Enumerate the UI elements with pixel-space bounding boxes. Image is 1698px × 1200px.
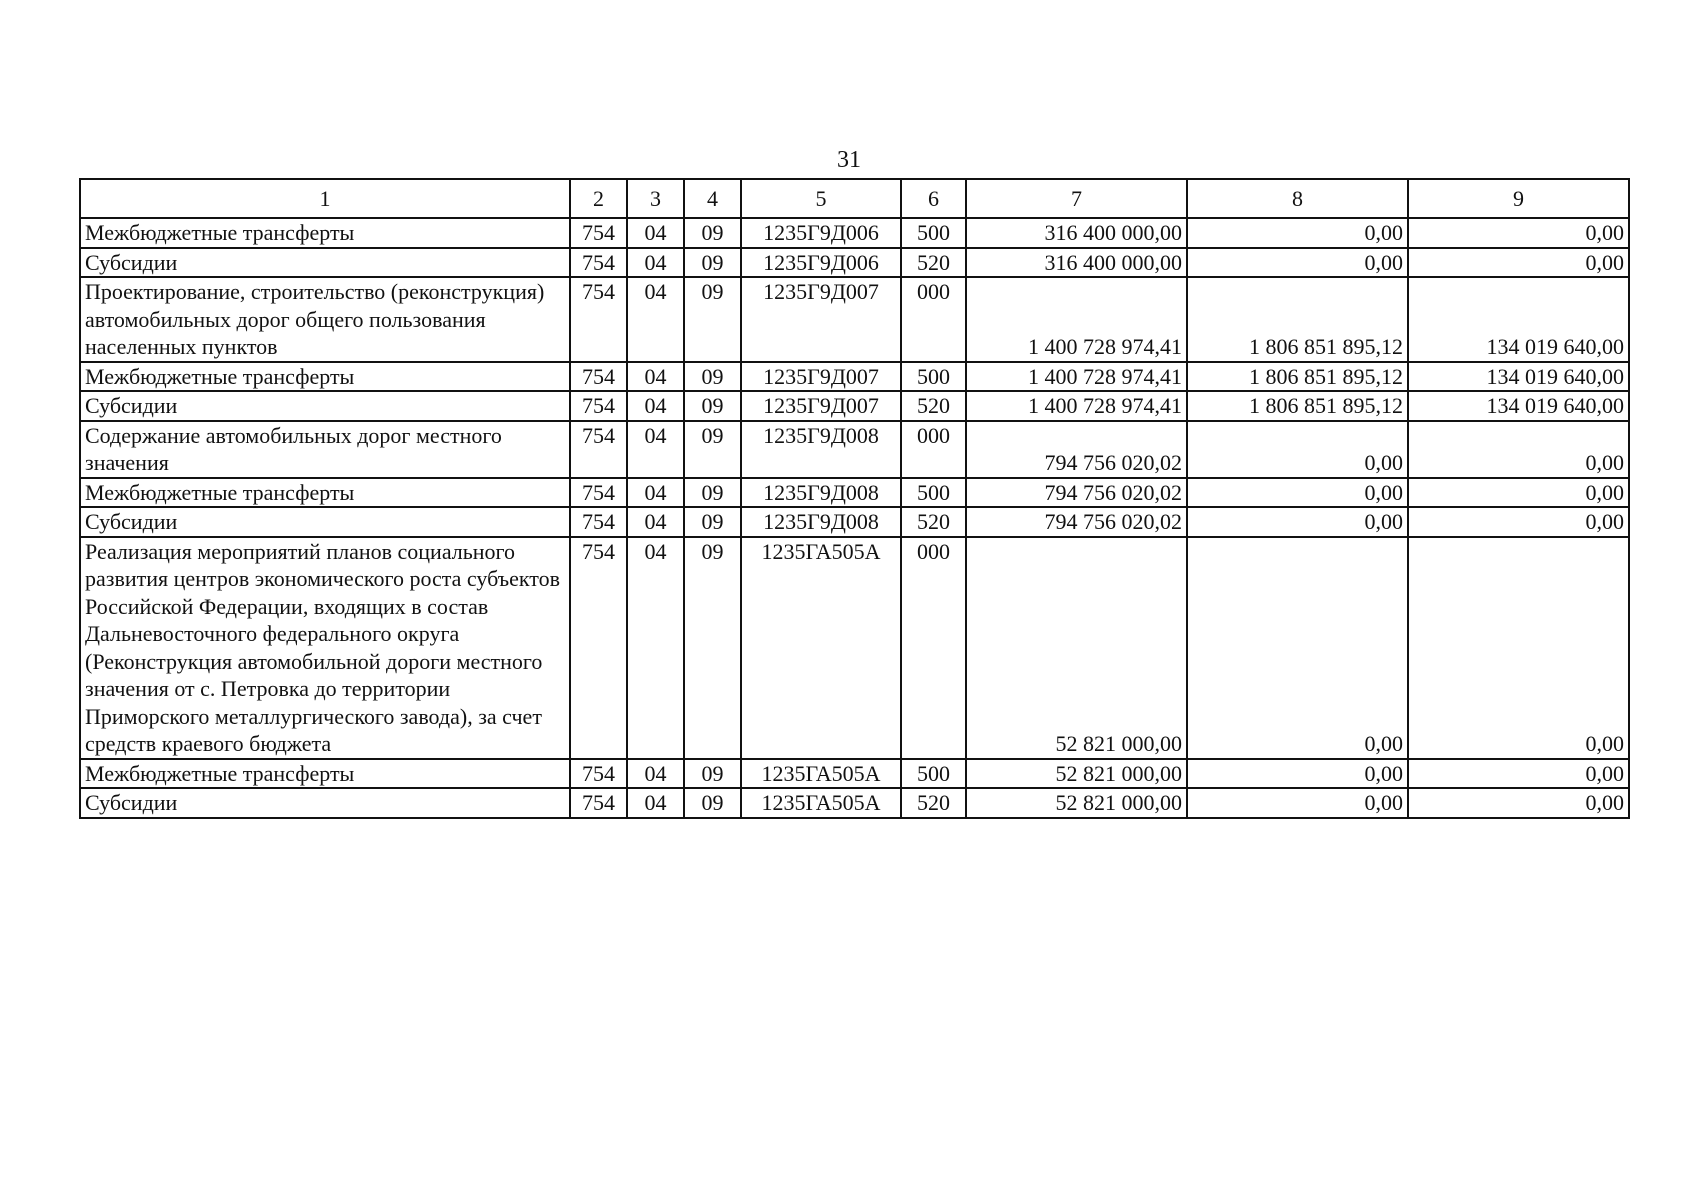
amount-col9-cell: 0,00 bbox=[1408, 759, 1629, 789]
budget-code-cell: 754 bbox=[570, 277, 627, 362]
target-article-cell: 1235ГА505А bbox=[741, 788, 901, 818]
table-row bbox=[80, 537, 1629, 759]
budget-code-cell: 754 bbox=[570, 362, 627, 392]
amount-col7-cell: 794 756 020,02 bbox=[966, 421, 1187, 478]
row-name-cell: Межбюджетные трансферты bbox=[80, 362, 570, 392]
row-name-cell: Субсидии bbox=[80, 788, 570, 818]
table-row bbox=[80, 218, 1629, 248]
target-article-cell: 1235Г9Д008 bbox=[741, 421, 901, 478]
target-article-cell: 1235Г9Д008 bbox=[741, 478, 901, 508]
budget-code-cell: 754 bbox=[570, 537, 627, 759]
amount-col8-cell: 0,00 bbox=[1187, 218, 1408, 248]
budget-code-cell: 754 bbox=[570, 507, 627, 537]
expense-type-cell: 000 bbox=[901, 277, 966, 362]
expense-type-cell: 520 bbox=[901, 507, 966, 537]
amount-col7-cell: 1 400 728 974,41 bbox=[966, 391, 1187, 421]
amount-col8-cell: 1 806 851 895,12 bbox=[1187, 362, 1408, 392]
subsection-code-cell: 09 bbox=[684, 277, 741, 362]
amount-col9-cell: 0,00 bbox=[1408, 537, 1629, 759]
section-code-cell: 04 bbox=[627, 788, 684, 818]
table-row bbox=[80, 277, 1629, 362]
target-article-cell: 1235Г9Д007 bbox=[741, 391, 901, 421]
amount-col8-cell: 1 806 851 895,12 bbox=[1187, 277, 1408, 362]
column-header: 1 bbox=[80, 179, 570, 218]
row-name-cell: Межбюджетные трансферты bbox=[80, 218, 570, 248]
amount-col9-cell: 0,00 bbox=[1408, 421, 1629, 478]
amount-col7-cell: 1 400 728 974,41 bbox=[966, 362, 1187, 392]
row-name-cell: Субсидии bbox=[80, 248, 570, 278]
table-row bbox=[80, 478, 1629, 508]
target-article-cell: 1235Г9Д006 bbox=[741, 218, 901, 248]
subsection-code-cell: 09 bbox=[684, 788, 741, 818]
column-header: 8 bbox=[1187, 179, 1408, 218]
amount-col8-cell: 0,00 bbox=[1187, 507, 1408, 537]
amount-col8-cell: 0,00 bbox=[1187, 248, 1408, 278]
target-article-cell: 1235Г9Д006 bbox=[741, 248, 901, 278]
expense-type-cell: 500 bbox=[901, 759, 966, 789]
expense-type-cell: 000 bbox=[901, 537, 966, 759]
amount-col9-cell: 134 019 640,00 bbox=[1408, 362, 1629, 392]
expense-type-cell: 500 bbox=[901, 478, 966, 508]
row-name-cell: Реализация мероприятий планов социального развития центров экономического роста субъектов Российской Федерации, входящих в состав Дальневосточного федерального округа (Реконструкция автомобильной дороги местного значения от с. Петровка до территории Приморского металлургического завода), за счет средств краевого бюджета bbox=[80, 537, 570, 759]
table-row bbox=[80, 507, 1629, 537]
amount-col8-cell: 0,00 bbox=[1187, 478, 1408, 508]
column-header: 2 bbox=[570, 179, 627, 218]
amount-col7-cell: 316 400 000,00 bbox=[966, 248, 1187, 278]
column-header: 3 bbox=[627, 179, 684, 218]
section-code-cell: 04 bbox=[627, 391, 684, 421]
subsection-code-cell: 09 bbox=[684, 248, 741, 278]
table-header-row bbox=[80, 179, 1629, 218]
subsection-code-cell: 09 bbox=[684, 391, 741, 421]
row-name-cell: Межбюджетные трансферты bbox=[80, 759, 570, 789]
amount-col9-cell: 0,00 bbox=[1408, 788, 1629, 818]
subsection-code-cell: 09 bbox=[684, 507, 741, 537]
budget-code-cell: 754 bbox=[570, 759, 627, 789]
amount-col9-cell: 0,00 bbox=[1408, 507, 1629, 537]
expense-type-cell: 520 bbox=[901, 788, 966, 818]
amount-col9-cell: 0,00 bbox=[1408, 218, 1629, 248]
expense-type-cell: 000 bbox=[901, 421, 966, 478]
amount-col7-cell: 52 821 000,00 bbox=[966, 759, 1187, 789]
row-name-cell: Межбюджетные трансферты bbox=[80, 478, 570, 508]
budget-code-cell: 754 bbox=[570, 788, 627, 818]
expense-type-cell: 520 bbox=[901, 391, 966, 421]
amount-col8-cell: 0,00 bbox=[1187, 759, 1408, 789]
budget-code-cell: 754 bbox=[570, 421, 627, 478]
section-code-cell: 04 bbox=[627, 362, 684, 392]
subsection-code-cell: 09 bbox=[684, 537, 741, 759]
section-code-cell: 04 bbox=[627, 248, 684, 278]
table-row bbox=[80, 391, 1629, 421]
budget-code-cell: 754 bbox=[570, 478, 627, 508]
subsection-code-cell: 09 bbox=[684, 362, 741, 392]
expense-type-cell: 520 bbox=[901, 248, 966, 278]
expense-type-cell: 500 bbox=[901, 218, 966, 248]
row-name-cell: Проектирование, строительство (реконструкция) автомобильных дорог общего пользования населенных пунктов bbox=[80, 277, 570, 362]
column-header: 9 bbox=[1408, 179, 1629, 218]
subsection-code-cell: 09 bbox=[684, 218, 741, 248]
section-code-cell: 04 bbox=[627, 218, 684, 248]
target-article-cell: 1235Г9Д008 bbox=[741, 507, 901, 537]
section-code-cell: 04 bbox=[627, 478, 684, 508]
amount-col9-cell: 134 019 640,00 bbox=[1408, 277, 1629, 362]
table-row bbox=[80, 759, 1629, 789]
amount-col8-cell: 1 806 851 895,12 bbox=[1187, 391, 1408, 421]
amount-col7-cell: 794 756 020,02 bbox=[966, 478, 1187, 508]
amount-col8-cell: 0,00 bbox=[1187, 537, 1408, 759]
target-article-cell: 1235Г9Д007 bbox=[741, 362, 901, 392]
column-header: 5 bbox=[741, 179, 901, 218]
column-header: 7 bbox=[966, 179, 1187, 218]
expense-type-cell: 500 bbox=[901, 362, 966, 392]
target-article-cell: 1235Г9Д007 bbox=[741, 277, 901, 362]
section-code-cell: 04 bbox=[627, 507, 684, 537]
row-name-cell: Содержание автомобильных дорог местного значения bbox=[80, 421, 570, 478]
target-article-cell: 1235ГА505А bbox=[741, 537, 901, 759]
section-code-cell: 04 bbox=[627, 759, 684, 789]
budget-code-cell: 754 bbox=[570, 391, 627, 421]
column-header: 4 bbox=[684, 179, 741, 218]
table-row bbox=[80, 362, 1629, 392]
row-name-cell: Субсидии bbox=[80, 507, 570, 537]
budget-code-cell: 754 bbox=[570, 218, 627, 248]
target-article-cell: 1235ГА505А bbox=[741, 759, 901, 789]
subsection-code-cell: 09 bbox=[684, 759, 741, 789]
table-row bbox=[80, 421, 1629, 478]
budget-code-cell: 754 bbox=[570, 248, 627, 278]
amount-col7-cell: 1 400 728 974,41 bbox=[966, 277, 1187, 362]
amount-col7-cell: 52 821 000,00 bbox=[966, 537, 1187, 759]
amount-col9-cell: 0,00 bbox=[1408, 478, 1629, 508]
amount-col8-cell: 0,00 bbox=[1187, 421, 1408, 478]
subsection-code-cell: 09 bbox=[684, 478, 741, 508]
amount-col7-cell: 316 400 000,00 bbox=[966, 218, 1187, 248]
amount-col7-cell: 52 821 000,00 bbox=[966, 788, 1187, 818]
amount-col8-cell: 0,00 bbox=[1187, 788, 1408, 818]
page-number: 31 bbox=[837, 147, 861, 173]
subsection-code-cell: 09 bbox=[684, 421, 741, 478]
section-code-cell: 04 bbox=[627, 537, 684, 759]
column-header: 6 bbox=[901, 179, 966, 218]
section-code-cell: 04 bbox=[627, 277, 684, 362]
amount-col9-cell: 0,00 bbox=[1408, 248, 1629, 278]
amount-col9-cell: 134 019 640,00 bbox=[1408, 391, 1629, 421]
row-name-cell: Субсидии bbox=[80, 391, 570, 421]
amount-col7-cell: 794 756 020,02 bbox=[966, 507, 1187, 537]
table-row bbox=[80, 788, 1629, 818]
budget-table bbox=[79, 178, 1630, 819]
table-row bbox=[80, 248, 1629, 278]
section-code-cell: 04 bbox=[627, 421, 684, 478]
